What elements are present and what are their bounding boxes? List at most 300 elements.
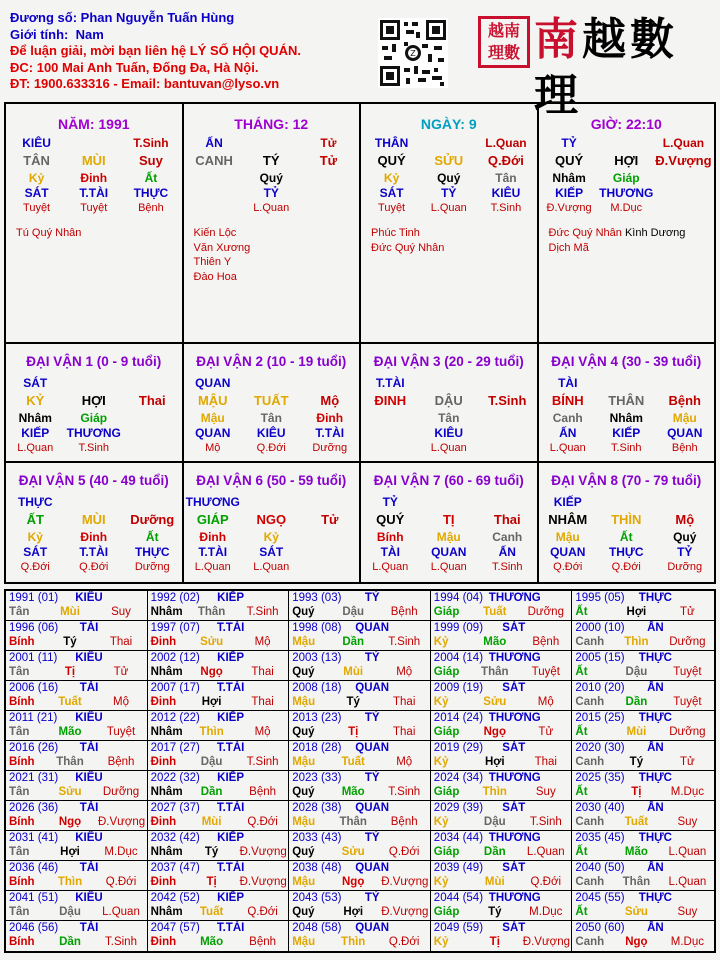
year-phase: Mộ xyxy=(113,696,129,708)
dai-van-cell: L.Quan xyxy=(194,561,231,573)
year-branch: Sửu xyxy=(624,906,648,918)
contact-note: Để luận giải, mời bạn liên hệ LÝ SỐ HỘI QUÁN. xyxy=(10,43,301,59)
year-label: 2027 (37) xyxy=(150,802,200,814)
year-branch: Thìn xyxy=(482,786,507,798)
year-cell xyxy=(572,831,714,861)
dai-van-cell xyxy=(301,376,360,391)
brand-logo xyxy=(478,8,714,121)
year-star: ẤN xyxy=(647,922,664,934)
year-cell xyxy=(289,891,431,921)
dai-van-cell xyxy=(478,411,537,426)
year-star: KIẾP xyxy=(217,892,245,904)
pillar-cell: MÙI xyxy=(81,153,106,168)
year-phase: Tuyệt xyxy=(673,696,702,708)
dai-van-cell: TUẤT xyxy=(253,393,289,408)
year-star: KIẾP xyxy=(217,712,245,724)
year-phase: L.Quan xyxy=(526,846,565,858)
dai-van-cell xyxy=(301,530,360,545)
year-branch: Dần xyxy=(59,936,81,948)
year-phase: Dưỡng xyxy=(669,726,706,738)
year-stem: Đinh xyxy=(150,876,177,888)
year-star: TÀI xyxy=(79,862,99,874)
pillar-title: NĂM: 1991 xyxy=(57,116,130,132)
year-branch: Mão xyxy=(58,726,82,738)
pillar-cell: TÂN xyxy=(23,153,50,168)
star-item xyxy=(549,241,715,256)
dai-van-cell: Tử xyxy=(321,512,339,527)
pillar-cell: TỶ xyxy=(441,186,457,200)
dai-van-cell: Mộ xyxy=(320,393,340,408)
year-star: KIẾP xyxy=(217,652,245,664)
year-branch: Hợi xyxy=(343,906,364,918)
year-stem: Bính xyxy=(9,876,35,888)
year-label: 2000 (10) xyxy=(575,622,625,634)
year-phase: M.Dục xyxy=(104,846,138,858)
year-star: KIÊU xyxy=(75,652,103,664)
year-star: T.TÀI xyxy=(216,862,245,874)
dai-van-cell: Đinh xyxy=(80,530,108,544)
year-stem: Nhâm xyxy=(150,606,183,618)
pillars-row xyxy=(6,104,714,344)
year-branch: Tý xyxy=(488,906,502,918)
year-cell xyxy=(572,861,714,891)
year-cell xyxy=(289,801,431,831)
dai-van-cell: KỶ xyxy=(26,393,45,408)
year-branch: Sửu xyxy=(200,636,224,648)
year-cell xyxy=(572,921,714,951)
year-cell xyxy=(431,591,573,621)
year-stem: Mậu xyxy=(292,756,316,768)
year-phase: Mộ xyxy=(396,756,413,768)
pillar-cell: T.Sinh xyxy=(133,136,169,150)
year-phase: Q.Đới xyxy=(105,876,137,888)
dai-van-cell: Q.Đới xyxy=(79,561,109,573)
pillar-cell xyxy=(186,201,243,216)
year-label: 1992 (02) xyxy=(150,592,200,604)
year-label: 2012 (22) xyxy=(150,712,200,724)
pillar-cell: Nhâm xyxy=(552,171,586,185)
year-star: KIẾP xyxy=(217,772,245,784)
year-phase: Tuyệt xyxy=(531,666,560,678)
dai-van-cell xyxy=(420,376,479,391)
pillar-cell: KIÊU xyxy=(22,136,51,150)
dai-van-cell: Đinh xyxy=(199,530,227,544)
dai-van-cell xyxy=(301,560,360,575)
dai-van-cell: THỰC xyxy=(608,545,644,559)
year-star: KIÊU xyxy=(75,832,103,844)
year-star: THƯƠNG xyxy=(488,892,541,904)
year-phase: Đ.Vượng xyxy=(381,876,429,888)
dai-van-cell: KIÊU xyxy=(256,426,286,440)
year-cell xyxy=(431,621,573,651)
pillar-2 xyxy=(184,104,362,342)
dai-van-cell: SÁT xyxy=(23,376,48,390)
year-phase: Thai xyxy=(393,726,416,738)
year-label: 2009 (19) xyxy=(433,682,484,694)
year-star: QUAN xyxy=(355,862,390,874)
dai-van-cell: NHÂM xyxy=(548,512,588,527)
dai-van-grid xyxy=(184,495,360,575)
pillar-cell: T.Sinh xyxy=(490,202,522,214)
dai-van-cell: KIẾP xyxy=(553,495,582,509)
year-cell xyxy=(6,921,148,951)
year-phase: Thai xyxy=(251,666,274,678)
year-cell xyxy=(6,621,148,651)
pillar-3 xyxy=(361,104,539,342)
pillar-cell: Ất xyxy=(144,171,158,185)
year-phase: Đ.Vượng xyxy=(239,846,287,858)
year-stem: Giáp xyxy=(433,606,460,618)
star-name: Kiến Lộc xyxy=(193,227,237,239)
dai-van-cell xyxy=(478,495,537,510)
year-label: 2044 (54) xyxy=(433,892,484,904)
year-branch: Dậu xyxy=(59,906,81,918)
year-phase: Tử xyxy=(680,756,695,768)
year-phase: Thai xyxy=(109,636,133,648)
year-label: 2013 (23) xyxy=(292,712,342,724)
year-branch: Mùi xyxy=(60,606,80,618)
year-label: 2033 (43) xyxy=(292,832,342,844)
pillar-cell xyxy=(655,201,712,216)
dai-van-cell: L.Quan xyxy=(253,561,290,573)
year-branch: Hợi xyxy=(484,756,505,768)
dai-van-cell: Tân xyxy=(260,411,282,425)
year-phase: Tuyệt xyxy=(673,666,702,678)
dai-van-cell: T.Sinh xyxy=(488,393,527,408)
pillar-cell: KIẾP xyxy=(555,186,584,200)
year-branch: Dần xyxy=(625,696,648,708)
dai-van-cell: TÀI xyxy=(380,545,400,559)
year-star: KIÊU xyxy=(75,892,103,904)
gender-label: Giới tính: xyxy=(10,26,69,42)
star-name: Thiên Y xyxy=(193,256,232,268)
dai-van-cell: T.Sinh xyxy=(610,442,642,454)
year-branch: Dần xyxy=(342,636,365,648)
year-phase: Dưỡng xyxy=(527,606,564,618)
year-cell xyxy=(148,741,290,771)
year-cell xyxy=(148,681,290,711)
pillar-cell xyxy=(655,186,712,201)
year-branch: Ngọ xyxy=(342,876,365,888)
star-item xyxy=(194,255,360,270)
year-stem: Kỷ xyxy=(433,876,449,888)
dai-van-cell: THỰC xyxy=(134,545,170,559)
year-star: SÁT xyxy=(502,742,526,754)
year-label: 2024 (34) xyxy=(433,772,484,784)
year-label: 2038 (48) xyxy=(292,862,342,874)
year-branch: Dậu xyxy=(483,816,506,828)
year-star: SÁT xyxy=(502,802,526,814)
dai-van-cell: QUAN xyxy=(550,545,586,559)
phone-email-line: ĐT: 1900.633316 - Email: bantuvan@lyso.vn xyxy=(10,76,280,92)
year-label: 2037 (47) xyxy=(150,862,200,874)
year-cell xyxy=(431,861,573,891)
year-label: 2032 (42) xyxy=(150,832,200,844)
dai-van-cell: Quý xyxy=(673,530,697,544)
year-branch: Ngọ xyxy=(625,936,648,948)
year-cell xyxy=(572,681,714,711)
dai-van-cell: Bệnh xyxy=(671,442,698,454)
pillar-grid xyxy=(539,136,715,216)
pillar-cell: THÂN xyxy=(374,136,409,150)
year-star: THỰC xyxy=(638,832,672,844)
year-star: SÁT xyxy=(502,682,526,694)
dai-van-cell: Q.Đới xyxy=(256,442,286,454)
dai-van-grid xyxy=(539,495,715,575)
year-phase: Đ.Vượng xyxy=(522,936,570,948)
year-cell xyxy=(431,681,573,711)
year-stem: Kỷ xyxy=(433,816,449,828)
dai-van-cell xyxy=(242,376,301,391)
year-stem: Giáp xyxy=(433,666,460,678)
dai-van-cell: L.Quan xyxy=(549,442,586,454)
year-cell xyxy=(572,891,714,921)
year-star: TÀI xyxy=(79,742,99,754)
pillar-cell: Quý xyxy=(437,171,461,185)
year-branch: Ngọ xyxy=(200,666,223,678)
star-item xyxy=(194,241,360,256)
dai-van-8 xyxy=(539,463,715,582)
year-phase: T.Sinh xyxy=(246,756,279,768)
year-label: 2043 (53) xyxy=(292,892,342,904)
star-name: Đức Quý Nhân xyxy=(371,241,445,254)
year-cell xyxy=(6,681,148,711)
star-name: Văn Xương xyxy=(193,241,251,254)
year-stem: Quý xyxy=(292,606,315,618)
dai-van-cell: Mậu xyxy=(436,530,461,544)
year-star: T.TÀI xyxy=(216,802,245,814)
dai-van-cell: Dưỡng xyxy=(312,442,348,454)
year-stem: Tân xyxy=(9,606,30,618)
dai-van-cell: TÀI xyxy=(558,376,578,390)
year-stem: Nhâm xyxy=(150,726,183,738)
dai-van-cell: L.Quan xyxy=(17,442,54,454)
year-cell xyxy=(431,801,573,831)
year-label: 1994 (04) xyxy=(433,592,484,604)
year-star: QUAN xyxy=(355,682,390,694)
year-cell xyxy=(148,861,290,891)
year-branch: Hợi xyxy=(60,846,80,858)
year-phase: Mộ xyxy=(254,726,271,738)
year-star: KIẾP xyxy=(217,592,245,604)
pillar-cell: TÝ xyxy=(262,153,280,168)
year-star: SÁT xyxy=(502,862,526,874)
pillar-cell xyxy=(65,136,122,151)
year-label: 2022 (32) xyxy=(150,772,200,784)
year-star: THỰC xyxy=(638,772,672,784)
dai-van-cell: NGỌ xyxy=(256,512,287,527)
dai-van-cell xyxy=(123,376,182,391)
seal-stamp: 越南理數 xyxy=(478,16,530,68)
year-stem: Nhâm xyxy=(150,786,183,798)
year-phase: Q.Đới xyxy=(530,876,562,888)
gender-value: Nam xyxy=(75,26,104,42)
pillar-grid xyxy=(6,136,182,216)
dai-van-cell: Bính xyxy=(376,530,404,544)
year-stem: Mậu xyxy=(292,876,316,888)
star-name: Đào Hoa xyxy=(193,270,237,283)
year-stem: Mậu xyxy=(292,936,316,948)
pillar-cell: HỢI xyxy=(614,153,639,168)
year-stem: Canh xyxy=(575,936,605,948)
year-label: 2020 (30) xyxy=(575,742,625,754)
dai-van-cell xyxy=(361,426,420,441)
year-stem: Kỷ xyxy=(433,636,449,648)
year-star: QUAN xyxy=(355,802,390,814)
year-label: 2049 (59) xyxy=(433,922,484,934)
year-star: THƯƠNG xyxy=(488,712,541,724)
year-label: 2016 (26) xyxy=(9,742,59,754)
year-branch: Tị xyxy=(489,936,500,948)
year-label: 2041 (51) xyxy=(9,892,59,904)
year-cell xyxy=(148,921,290,951)
dai-van-cell xyxy=(361,411,420,426)
year-branch: Mùi xyxy=(201,816,222,828)
pillar-cell: Kỷ xyxy=(28,171,45,185)
star-list xyxy=(6,226,182,241)
dai-van-cell: Nhâm xyxy=(18,411,52,425)
dai-van-cell: THỰC xyxy=(17,495,53,509)
year-label: 2046 (56) xyxy=(9,922,59,934)
dai-van-grid xyxy=(361,495,537,575)
year-star: TÀI xyxy=(79,922,99,934)
year-branch: Mùi xyxy=(343,666,364,678)
dai-van-cell: Mộ xyxy=(675,512,695,527)
year-label: 2001 (11) xyxy=(9,652,58,664)
dai-van-title: ĐẠI VẬN 5 (40 - 49 tuổi) xyxy=(18,473,169,488)
star-item xyxy=(549,226,715,241)
dai-van-cell: Ất xyxy=(619,530,633,544)
year-phase: Bệnh xyxy=(390,816,418,828)
year-stem: Giáp xyxy=(433,846,460,858)
dai-van-cell: DẬU xyxy=(434,393,463,408)
dai-van-cell: SÁT xyxy=(23,545,48,559)
year-branch: Thìn xyxy=(341,936,366,948)
pillar-cell: TỶ xyxy=(561,136,577,150)
pillar-cell: THỰC xyxy=(133,186,169,200)
year-label: 1991 (01) xyxy=(9,592,59,604)
year-cell xyxy=(289,861,431,891)
year-cell xyxy=(148,651,290,681)
year-star: QUAN xyxy=(355,622,390,634)
year-stem: Đinh xyxy=(150,636,177,648)
year-phase: Mộ xyxy=(396,666,413,678)
year-phase: Bệnh xyxy=(107,756,135,768)
dai-van-cell xyxy=(420,495,479,510)
year-stem: Nhâm xyxy=(150,666,183,678)
year-label: 1995 (05) xyxy=(575,592,625,604)
year-phase: Bệnh xyxy=(249,786,277,798)
year-phase: T.Sinh xyxy=(388,636,421,648)
pillar-cell: Giáp xyxy=(612,171,640,185)
dai-van-cell xyxy=(478,441,537,456)
year-label: 2028 (38) xyxy=(292,802,342,814)
year-phase: L.Quan xyxy=(102,906,140,918)
year-cell xyxy=(148,621,290,651)
year-phase: M.Dục xyxy=(529,906,563,918)
year-label: 2018 (28) xyxy=(292,742,342,754)
year-stem: Đinh xyxy=(150,816,177,828)
dai-van-cell xyxy=(656,376,715,391)
year-branch: Sửu xyxy=(483,696,507,708)
dai-van-cell: KIẾP xyxy=(612,426,641,440)
year-label: 2010 (20) xyxy=(575,682,625,694)
dai-van-cell: Dưỡng xyxy=(130,512,175,527)
pillar-title: NGÀY: 9 xyxy=(420,116,477,132)
year-stem: Mậu xyxy=(292,816,316,828)
year-branch: Mão xyxy=(341,786,365,798)
year-cell xyxy=(6,741,148,771)
dai-van-cell: THƯƠNG xyxy=(185,495,240,509)
year-stem: Mậu xyxy=(292,696,316,708)
year-branch: Thân xyxy=(481,666,509,678)
year-phase: M.Dục xyxy=(670,936,704,948)
year-cell xyxy=(6,861,148,891)
dai-van-cell xyxy=(123,495,182,510)
pillar-cell: Bệnh xyxy=(138,202,164,214)
pillar-cell: T.TÀI xyxy=(79,186,109,200)
year-phase: T.Sinh xyxy=(388,786,421,798)
dai-van-cell xyxy=(478,426,537,441)
year-branch: Dần xyxy=(200,786,223,798)
dai-van-row-2 xyxy=(6,463,714,582)
year-cell xyxy=(289,591,431,621)
year-label: 2003 (13) xyxy=(292,652,342,664)
year-phase: Mộ xyxy=(537,696,554,708)
dai-van-cell: QUAN xyxy=(431,545,467,559)
year-label: 2015 (25) xyxy=(575,712,625,724)
year-branch: Tý xyxy=(63,636,77,648)
dai-van-cell: BÍNH xyxy=(551,393,584,408)
dai-van-cell: Tân xyxy=(438,411,460,425)
year-cell xyxy=(289,771,431,801)
year-phase: Suy xyxy=(677,816,698,828)
year-phase: Suy xyxy=(535,786,556,798)
dai-van-cell: Thai xyxy=(138,393,166,408)
year-cell xyxy=(6,801,148,831)
year-label: 2008 (18) xyxy=(292,682,342,694)
year-stem: Tân xyxy=(9,786,30,798)
dai-van-cell: ĐINH xyxy=(374,393,407,408)
pillar-cell: Đ.Vượng xyxy=(655,153,712,168)
year-cell xyxy=(289,681,431,711)
year-branch: Hợi xyxy=(201,696,222,708)
year-cell xyxy=(431,831,573,861)
year-cell xyxy=(431,711,573,741)
year-cell xyxy=(431,771,573,801)
year-star: THƯƠNG xyxy=(488,832,541,844)
dai-van-grid xyxy=(539,376,715,456)
year-star: ẤN xyxy=(647,622,664,634)
year-star: ẤN xyxy=(647,742,664,754)
year-branch: Ngọ xyxy=(58,816,82,828)
year-branch: Sửu xyxy=(58,786,82,798)
dai-van-cell: SÁT xyxy=(259,545,284,559)
year-stem: Tân xyxy=(9,666,30,678)
year-phase: Q.Đới xyxy=(388,936,420,948)
dai-van-cell xyxy=(478,376,537,391)
year-branch: Tý xyxy=(346,696,360,708)
dai-van-cell: Canh xyxy=(492,530,523,544)
year-phase: Bệnh xyxy=(249,936,277,948)
year-stem: Canh xyxy=(575,876,605,888)
year-phase: Mộ xyxy=(254,636,271,648)
year-label: 1997 (07) xyxy=(150,622,200,634)
year-cell xyxy=(572,711,714,741)
dai-van-cell: Mậu xyxy=(555,530,580,544)
dai-van-cell: ẤN xyxy=(559,426,577,440)
year-cell xyxy=(6,891,148,921)
